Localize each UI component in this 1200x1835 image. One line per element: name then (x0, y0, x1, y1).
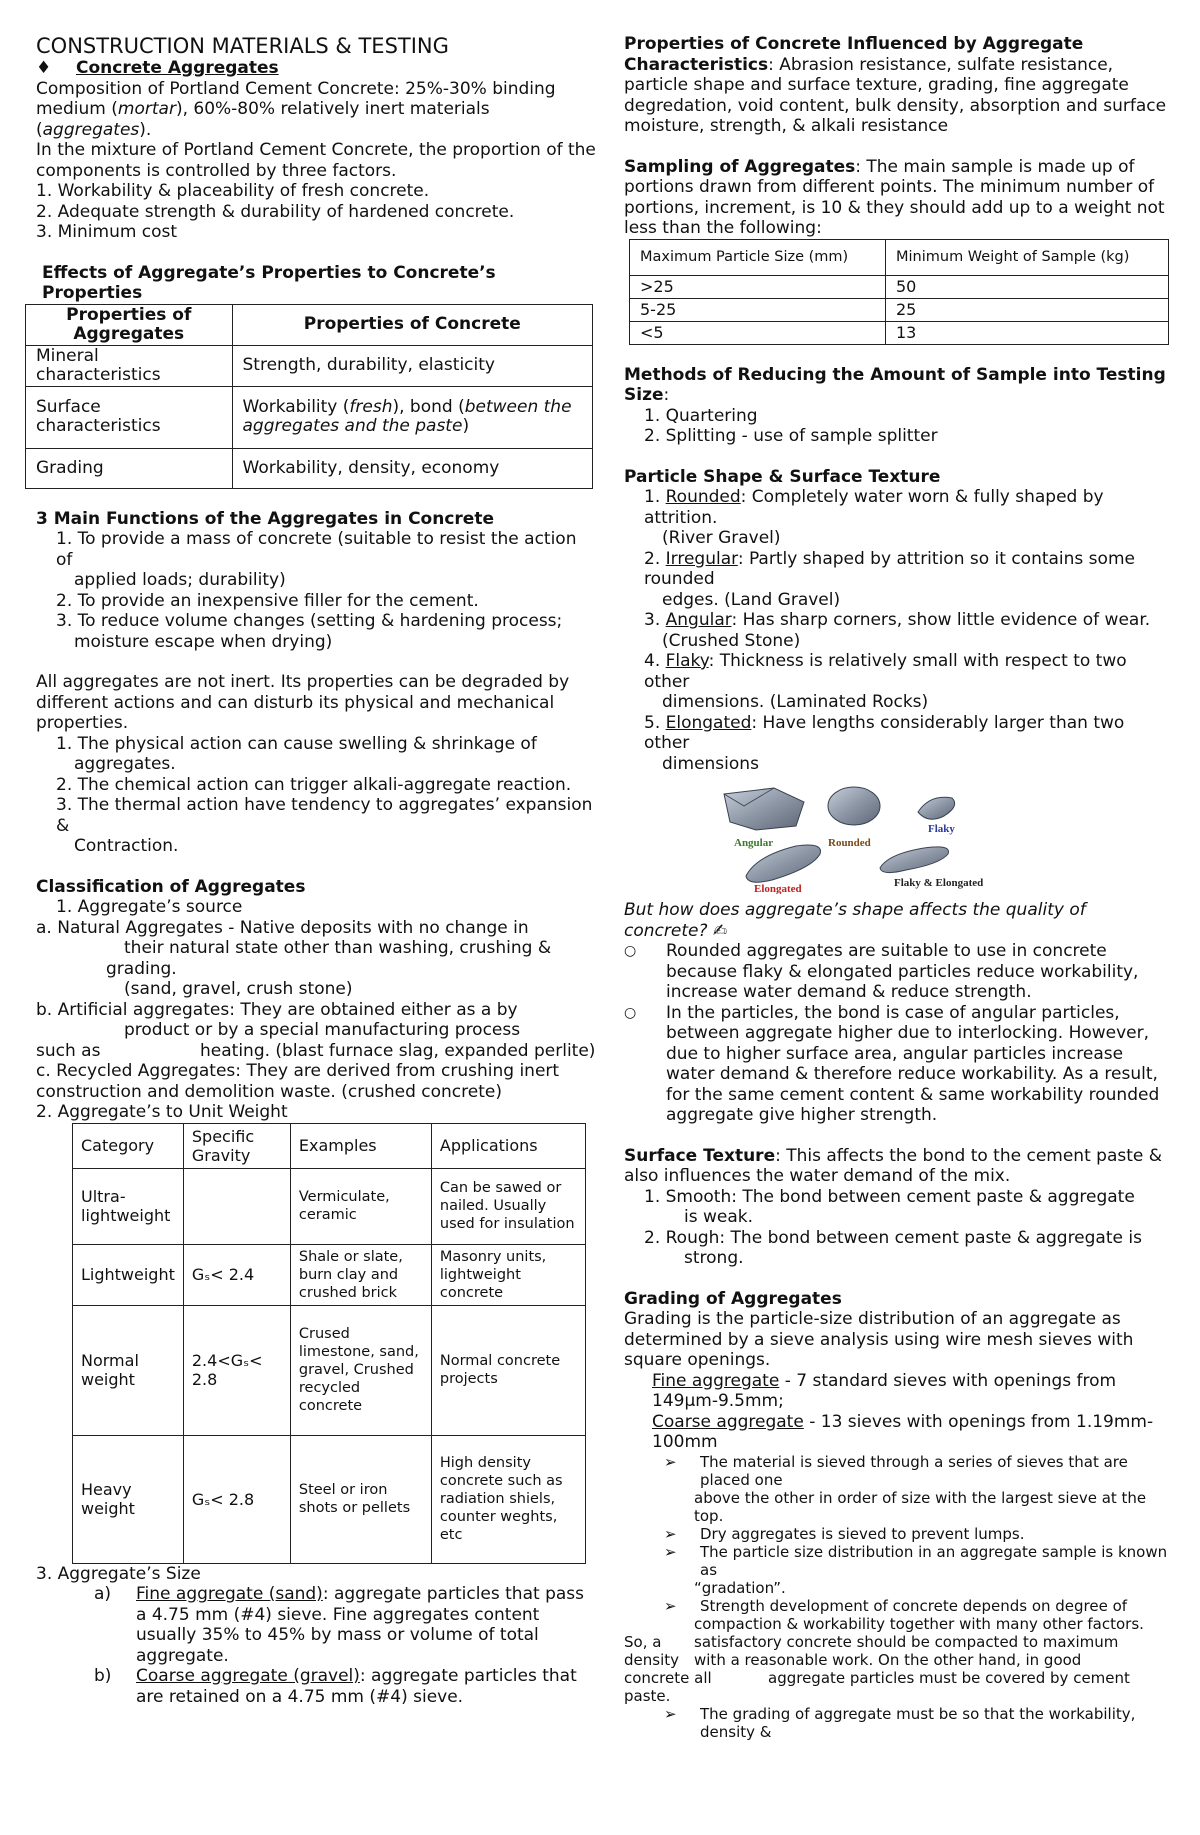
diamond-bullet-icon: ♦ (36, 58, 52, 78)
table-cell: Surface characteristics (26, 386, 233, 448)
effects-heading: Effects of Aggregate’s Properties to Concrete’s Properties (42, 262, 496, 303)
document-title: CONSTRUCTION MATERIALS & TESTING (36, 34, 449, 58)
aggregate-shapes-illustration (716, 784, 1016, 894)
table-cell: >25 (630, 275, 886, 298)
table-row (73, 1435, 586, 1563)
table-cell: Grading (26, 448, 233, 488)
elongated-label: Elongated (754, 883, 802, 894)
circle-bullet-icon: ○ (624, 1004, 637, 1021)
texture-item: strong. (684, 1248, 744, 1268)
list-item-continued: compaction & workability together with many other factors. (694, 1614, 1144, 1633)
arrow-bullet-icon: ➢ (664, 1524, 677, 1543)
list-item: ➢ The grading of aggregate must be so that the workability, (624, 1705, 1169, 1723)
table-header: Maximum Particle Size (mm) (630, 239, 886, 275)
list-item-continued: “gradation”. (694, 1578, 786, 1597)
table-cell: Mineral characteristics (26, 345, 233, 386)
mixture-line: In the mixture of Portland Cement Concrete, the proportion of the (36, 140, 596, 160)
list-item-continued: above the other in order of size with the largest sieve at the top. (694, 1488, 1147, 1525)
influenced-paragraph: Properties of Concrete Influenced by Aggregate Characteristics: Abrasion resistance, sulfate resistance, particle shape and surface texture, grading, fine aggregate degredation, void content, bulk density, absorption and surface moisture, strength, & alkali resistance (624, 34, 1167, 136)
shape-item-sub: dimensions (662, 753, 759, 774)
artificial-aggregates: such as heating. (blast furnace slag, expanded perlite) (36, 1040, 596, 1061)
function-item: moisture escape when drying) (74, 631, 333, 652)
table-header: Specific Gravity (183, 1123, 290, 1168)
inert-item: Contraction. (74, 836, 179, 856)
effects-table (25, 304, 593, 489)
artificial-aggregates: product or by a special manufacturing process (124, 1020, 521, 1040)
table-cell: Heavy weight (73, 1435, 184, 1563)
table-cell: Masonry units, lightweight concrete (431, 1244, 585, 1305)
table-cell: Steel or iron shots or pellets (290, 1435, 431, 1563)
arrow-bullet-icon: ➢ (664, 1704, 677, 1723)
table-cell: Workability, density, economy (232, 448, 592, 488)
table-cell: 2.4<Gₛ< 2.8 (183, 1305, 290, 1435)
flaky-elongated-stone (880, 847, 949, 873)
texture-paragraph: Surface Texture: This affects the bond to the cement paste & also influences the water demand of the mix. (624, 1145, 1163, 1186)
shape-item: 1. Rounded: Completely water worn & fully shaped by attrition. (644, 487, 1104, 528)
reducing-heading: Methods of Reducing the Amount of Sample into Testing Size: (624, 364, 1166, 405)
table-row (26, 386, 593, 448)
writing-hand-icon: ✍ (712, 920, 728, 941)
table-cell: 5-25 (630, 298, 886, 321)
source-heading: 1. Aggregate’s source (56, 897, 243, 917)
texture-item: is weak. (684, 1207, 754, 1227)
table-cell: 13 (886, 321, 1169, 344)
texture-item: 2. Rough: The bond between cement paste & aggregate is (644, 1227, 1142, 1248)
size-item: b) Coarse aggregate (gravel): aggregate particles that are retained on a 4.75 mm (#4) sieve. (94, 1666, 577, 1707)
mixture-line: 1. Workability & placeability of fresh concrete. (36, 181, 430, 201)
list-item: ➢ The material is sieved through a series of sieves that are placed one (624, 1453, 1169, 1489)
table-header: Properties of Aggregates (26, 304, 233, 345)
shape-item: 4. Flaky: Thickness is relatively small with respect to two other (644, 651, 1127, 692)
table-header: Properties of Concrete (232, 304, 592, 345)
list-item-continued: So, a satisfactory concrete should be compacted to maximum (624, 1632, 1119, 1651)
function-item: applied loads; durability) (74, 570, 286, 590)
table-cell: Workability (fresh), bond (between the aggregates and the paste) (232, 386, 592, 448)
table-header: Category (73, 1123, 184, 1168)
table-cell (183, 1168, 290, 1244)
mixture-line: 3. Minimum cost (36, 222, 178, 242)
list-item-continued: density & (700, 1722, 772, 1741)
coarse-aggregate-sieves: Coarse aggregate - 13 sieves with openings from 1.19mm-100mm (652, 1411, 1154, 1452)
table-cell: Shale or slate, burn clay and crushed brick (290, 1244, 431, 1305)
table-row (73, 1305, 586, 1435)
flaky-elongated-label: Flaky & Elongated (894, 877, 984, 889)
inert-item: aggregates. (74, 754, 176, 774)
inert-item: 1. The physical action can cause swelling & shrinkage of (56, 733, 537, 754)
left-column (36, 34, 596, 1707)
shape-item-sub: (Crushed Stone) (662, 630, 801, 651)
list-item: ○ Rounded aggregates are suitable to use in concrete because flaky & elongated particles reduce workability, increase water demand & reduce strength. (624, 941, 1139, 1002)
table-row (26, 448, 593, 488)
recycled-aggregates: c. Recycled Aggregates: They are derived from crushing inert construction and demolition waste. (crushed concrete) (36, 1061, 560, 1102)
table-cell: 25 (886, 298, 1169, 321)
texture-item: 1. Smooth: The bond between cement paste & aggregate (644, 1186, 1135, 1207)
elongated-stone (746, 845, 821, 882)
table-cell: Crused limestone, sand, gravel, Crushed recycled concrete (290, 1305, 431, 1435)
table-cell: 50 (886, 275, 1169, 298)
table-cell: Strength, durability, elasticity (232, 345, 592, 386)
list-item: ○ In the particles, the bond is case of angular particles, between aggregate higher due to interlocking. However, due to higher surface area, angular particles increase water demand & therefore reduce workability. As a result, for the same cement content & same workability rounded aggregate give higher strength. (624, 1002, 1160, 1125)
natural-aggregates: a. Natural Aggregates - Native deposits with no change in (36, 917, 529, 938)
grading-paragraph: Grading is the particle-size distribution of an aggregate as determined by a sieve analysis using wire mesh sieves with square openings. (624, 1309, 1134, 1370)
table-cell: Normal concrete projects (431, 1305, 585, 1435)
flaky-label: Flaky (928, 823, 955, 835)
table-header: Examples (290, 1123, 431, 1168)
shape-heading: Particle Shape & Surface Texture (624, 466, 941, 487)
inert-paragraph: All aggregates are not inert. Its properties can be degraded by different actions and can disturb its physical and mechanical properties. (36, 672, 570, 733)
rounded-stone (828, 787, 880, 825)
list-item: ➢ Strength development of concrete depends on degree of (624, 1597, 1169, 1615)
table-header-row (630, 239, 1169, 275)
fine-aggregate-sieves: Fine aggregate - 7 standard sieves with openings from 149μm-9.5mm; (652, 1370, 1117, 1411)
reducing-item: 2. Splitting - use of sample splitter (644, 426, 938, 446)
table-cell: Gₛ< 2.8 (183, 1435, 290, 1563)
shape-question: But how does aggregate’s shape affects the quality of concrete? ✍ (624, 900, 1086, 941)
table-header-row (73, 1123, 586, 1168)
flaky-stone (918, 797, 955, 819)
mixture-line: 2. Adequate strength & durability of hardened concrete. (36, 201, 515, 222)
table-row (73, 1168, 586, 1244)
arrow-bullet-icon: ➢ (664, 1542, 677, 1561)
arrow-bullet-icon: ➢ (664, 1452, 677, 1471)
functions-heading: 3 Main Functions of the Aggregates in Concrete (36, 508, 494, 529)
list-item-continued: paste. (624, 1686, 671, 1705)
shape-item: 2. Irregular: Partly shaped by attrition so it contains some rounded (644, 548, 1135, 589)
mixture-line: components is controlled by three factors. (36, 160, 397, 181)
table-header: Applications (431, 1123, 585, 1168)
list-item-continued: concrete all aggregate particles must be covered by cement (624, 1668, 1130, 1687)
table-row (73, 1244, 586, 1305)
aggregate-shapes-figure (716, 784, 1169, 894)
natural-aggregates: (sand, gravel, crush stone) (124, 979, 353, 999)
angular-label: Angular (734, 837, 774, 849)
table-cell: Vermiculate, ceramic (290, 1168, 431, 1244)
list-item-continued: density with a reasonable work. On the other hand, in good (624, 1650, 1082, 1669)
natural-aggregates: grading. (106, 958, 177, 979)
size-heading: 3. Aggregate’s Size (36, 1563, 201, 1584)
sampling-paragraph: Sampling of Aggregates: The main sample is made up of portions drawn from different points. The minimum number of portions, increment, is 10 & they should add up to a weight not less than the following: (624, 156, 1165, 238)
arrow-bullet-icon: ➢ (664, 1596, 677, 1615)
table-row (26, 345, 593, 386)
list-item: ➢ Dry aggregates is sieved to prevent lumps. (624, 1525, 1169, 1543)
table-cell: Ultra-lightweight (73, 1168, 184, 1244)
shape-item: 5. Elongated: Have lengths considerably larger than two other (644, 712, 1125, 753)
unit-weight-heading: 2. Aggregate’s to Unit Weight (36, 1102, 288, 1122)
table-row (630, 298, 1169, 321)
table-row (630, 275, 1169, 298)
classification-heading: Classification of Aggregates (36, 876, 306, 897)
artificial-aggregates: b. Artificial aggregates: They are obtained either as a by (36, 999, 518, 1020)
list-item: ➢ The particle size distribution in an aggregate sample is known as (624, 1543, 1169, 1579)
table-cell: Gₛ< 2.4 (183, 1244, 290, 1305)
function-item: 1. To provide a mass of concrete (suitable to resist the action of (56, 529, 577, 570)
natural-aggregates: their natural state other than washing, crushing & (124, 938, 552, 958)
shape-item-sub: edges. (Land Gravel) (662, 589, 841, 610)
table-cell: High density concrete such as radiation shiels, counter weghts, etc (431, 1435, 585, 1563)
shape-item-sub: (River Gravel) (662, 528, 781, 548)
inert-item: 2. The chemical action can trigger alkali-aggregate reaction. (56, 774, 572, 795)
circle-bullet-icon: ○ (624, 943, 637, 959)
composition-text: Composition of Portland Cement Concrete: 25%-30% binding medium (mortar), 60%-80% relatively inert materials (aggregates). (36, 78, 556, 140)
inert-item: 3. The thermal action have tendency to aggregates’ expansion & (56, 795, 593, 836)
table-row (630, 321, 1169, 344)
shape-item: 3. Angular: Has sharp corners, show little evidence of wear. (644, 610, 1151, 630)
shape-item-sub: dimensions. (Laminated Rocks) (662, 692, 929, 712)
concrete-aggregates-heading: Concrete Aggregates (76, 58, 279, 78)
unit-weight-table (72, 1123, 586, 1564)
function-item: 3. To reduce volume changes (setting & hardening process; (56, 611, 563, 631)
rounded-label: Rounded (828, 837, 871, 849)
grading-heading: Grading of Aggregates (624, 1288, 842, 1309)
table-cell: <5 (630, 321, 886, 344)
function-item: 2. To provide an inexpensive filler for the cement. (56, 590, 479, 611)
size-item: a) Fine aggregate (sand): aggregate particles that pass a 4.75 mm (#4) sieve. Fine aggregates content usually 35% to 45% by mass or volume of total aggregate. (94, 1584, 584, 1666)
table-cell: Lightweight (73, 1244, 184, 1305)
sample-size-table (629, 239, 1169, 345)
table-cell: Can be sawed or nailed. Usually used for insulation (431, 1168, 585, 1244)
table-header-row (26, 304, 593, 345)
table-header: Minimum Weight of Sample (kg) (886, 239, 1169, 275)
right-column (624, 34, 1169, 1741)
reducing-item: 1. Quartering (644, 405, 758, 426)
table-cell: Normal weight (73, 1305, 184, 1435)
